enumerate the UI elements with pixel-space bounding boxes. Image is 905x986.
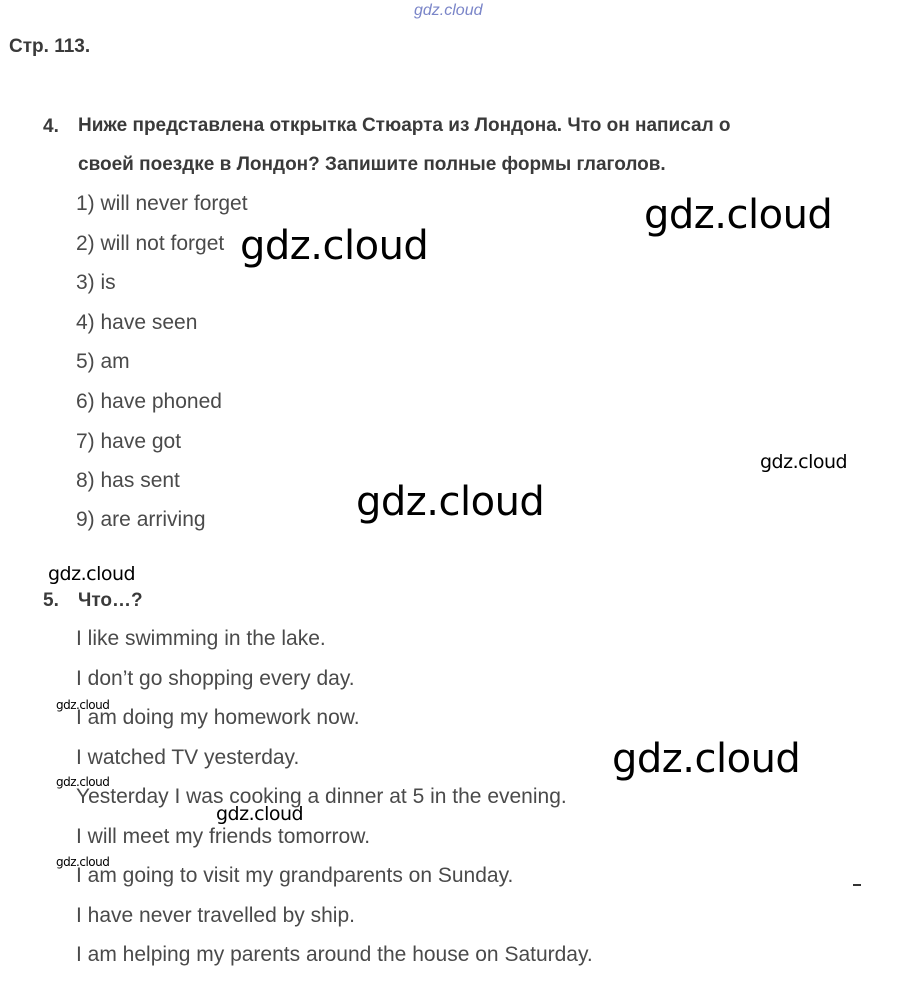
task4-answer-5: 5) am	[76, 350, 130, 373]
task5-answer-5: Yesterday I was cooking a dinner at 5 in the evening.	[76, 785, 567, 808]
watermark-large: gdz.cloud	[240, 223, 429, 269]
task4-answer-6: 6) have phoned	[76, 390, 222, 413]
task5-number: 5.	[43, 590, 59, 611]
task5-answer-2: I don’t go shopping every day.	[76, 667, 355, 690]
task4-answer-4: 4) have seen	[76, 311, 198, 334]
page-label: Стр. 113.	[9, 36, 91, 57]
task4-answer-1: 1) will never forget	[76, 192, 248, 215]
watermark-small: gdz.cloud	[56, 698, 110, 712]
task4-answer-3: 3) is	[76, 271, 116, 294]
watermark-small: gdz.cloud	[56, 775, 110, 789]
watermark-medium: gdz.cloud	[760, 451, 848, 473]
watermark-large: gdz.cloud	[612, 736, 801, 782]
watermark-large: gdz.cloud	[356, 479, 545, 525]
task4-number: 4.	[43, 116, 59, 137]
task4-answer-9: 9) are arriving	[76, 508, 206, 531]
task4-instruction-line2: своей поездке в Лондон? Запишите полные формы глаголов.	[78, 154, 666, 175]
task5-answer-1: I like swimming in the lake.	[76, 627, 326, 650]
task5-answer-6: I will meet my friends tomorrow.	[76, 825, 371, 848]
task4-instruction-line1: Ниже представлена открытка Стюарта из Лондона. Что он написал о	[78, 115, 731, 136]
watermark-large: gdz.cloud	[644, 192, 833, 238]
stray-mark	[853, 884, 861, 886]
task4-answer-2: 2) will not forget	[76, 232, 225, 255]
task5-answer-7: I am going to visit my grandparents on Sunday.	[76, 864, 514, 887]
watermark-medium: gdz.cloud	[48, 563, 136, 585]
task4-answer-8: 8) has sent	[76, 469, 180, 492]
task5-answer-8: I have never travelled by ship.	[76, 904, 355, 927]
task5-title: Что…?	[78, 590, 143, 611]
task4-answer-7: 7) have got	[76, 430, 182, 453]
task5-answer-4: I watched TV yesterday.	[76, 746, 300, 769]
task5-answer-3: I am doing my homework now.	[76, 706, 360, 729]
watermark-small: gdz.cloud	[56, 855, 110, 869]
top-watermark: gdz.cloud	[414, 2, 483, 19]
watermark-medium: gdz.cloud	[216, 803, 304, 825]
task5-answer-9: I am helping my parents around the house on Saturday.	[76, 943, 593, 966]
